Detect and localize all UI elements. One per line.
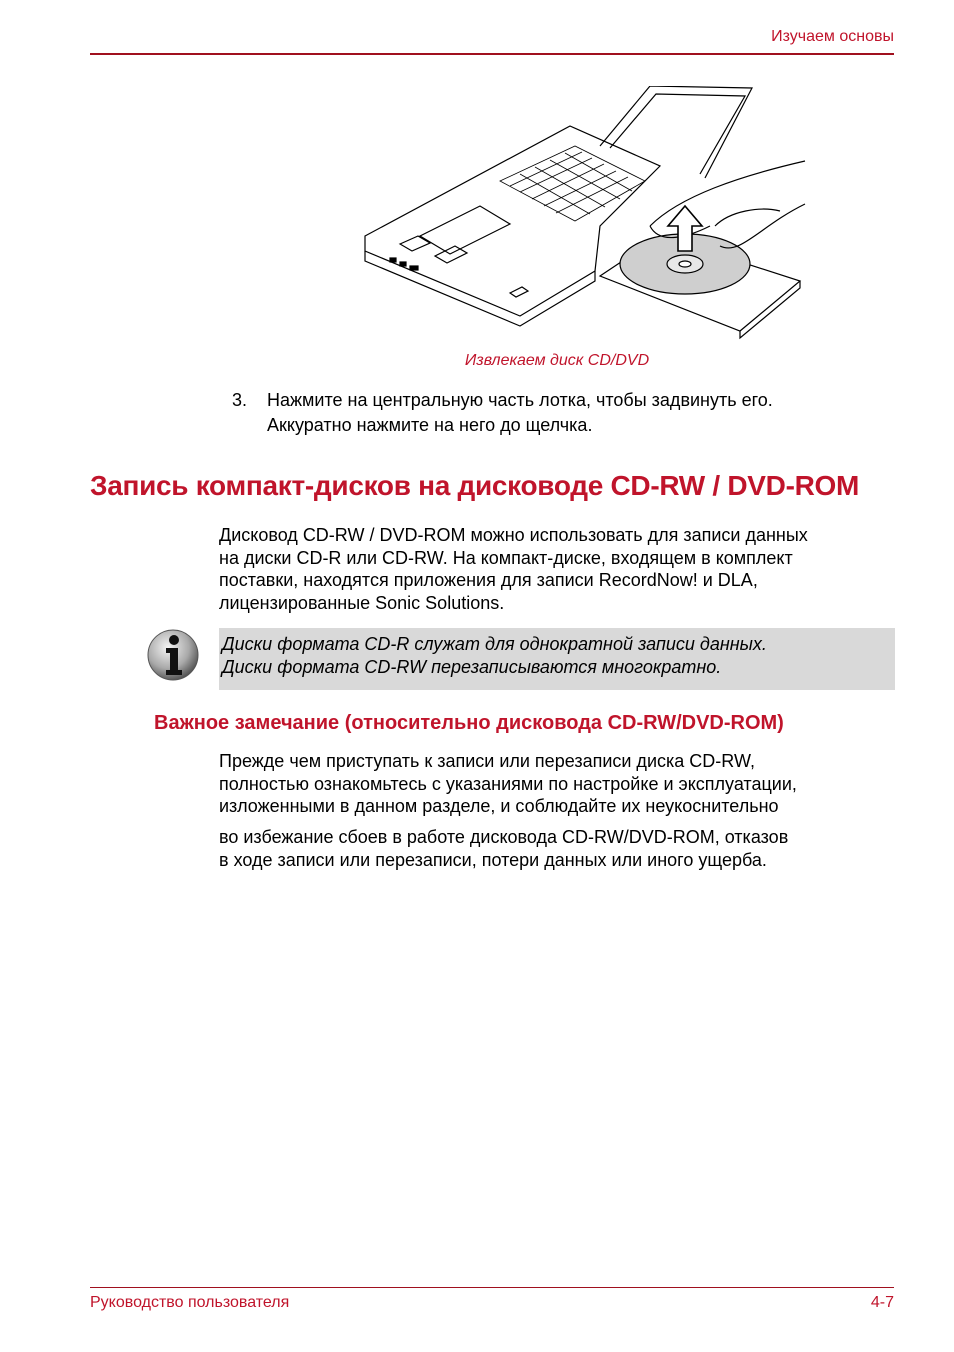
paragraph-line: полностью ознакомьтесь с указаниями по настройке и эксплуатации, xyxy=(219,773,797,794)
paragraph-line: во избежание сбоев в работе дисковода CD-RW/DVD-ROM, отказов xyxy=(219,827,789,847)
figure-caption: Извлекаем диск CD/DVD xyxy=(464,352,650,369)
header-rule xyxy=(90,53,894,55)
intro-paragraph xyxy=(219,524,909,614)
paragraph-line: поставки, находятся приложения для записи RecordNow! и DLA, xyxy=(219,570,758,590)
warning-paragraph-2 xyxy=(219,826,909,871)
paragraph-line: на диски CD-R или CD-RW. На компакт-диске, входящем в комплект xyxy=(219,547,793,568)
step-line: Нажмите на центральную часть лотка, чтобы задвинуть его. xyxy=(267,390,773,410)
paragraph-line: Прежде чем приступать к записи или перезаписи диска CD-RW, xyxy=(219,751,755,771)
note-text xyxy=(222,633,767,679)
running-header: Изучаем основы xyxy=(771,28,894,45)
step-line: Аккуратно нажмите на него до щелчка. xyxy=(267,415,593,435)
paragraph-line: Дисковод CD-RW / DVD-ROM можно использовать для записи данных xyxy=(219,525,808,545)
paragraph-line: в ходе записи или перезаписи, потери данных или иного ущерба. xyxy=(219,849,767,870)
section-heading: Запись компакт-дисков на дисководе CD-RW / DVD-ROM xyxy=(90,470,860,501)
info-icon xyxy=(146,628,200,682)
footer-rule xyxy=(90,1287,894,1288)
paragraph-line: лицензированные Sonic Solutions. xyxy=(219,592,505,613)
note-box xyxy=(219,628,895,690)
laptop-eject-disc-illustration xyxy=(360,86,810,348)
warning-paragraph-1 xyxy=(219,750,909,818)
step-number: 3. xyxy=(232,390,248,410)
note-line: Диски формата CD-RW перезаписываются многократно. xyxy=(222,657,722,677)
page-number: 4-7 xyxy=(870,1294,894,1311)
subsection-heading: Важное замечание (относительно дисковода CD-RW/DVD-ROM) xyxy=(154,712,784,734)
note-line: Диски формата CD-R служат для однократной записи данных. xyxy=(222,634,767,654)
footer-manual-title: Руководство пользователя xyxy=(90,1294,290,1311)
paragraph-line: изложенными в данном разделе, и соблюдайте их неукоснительно xyxy=(219,796,779,816)
